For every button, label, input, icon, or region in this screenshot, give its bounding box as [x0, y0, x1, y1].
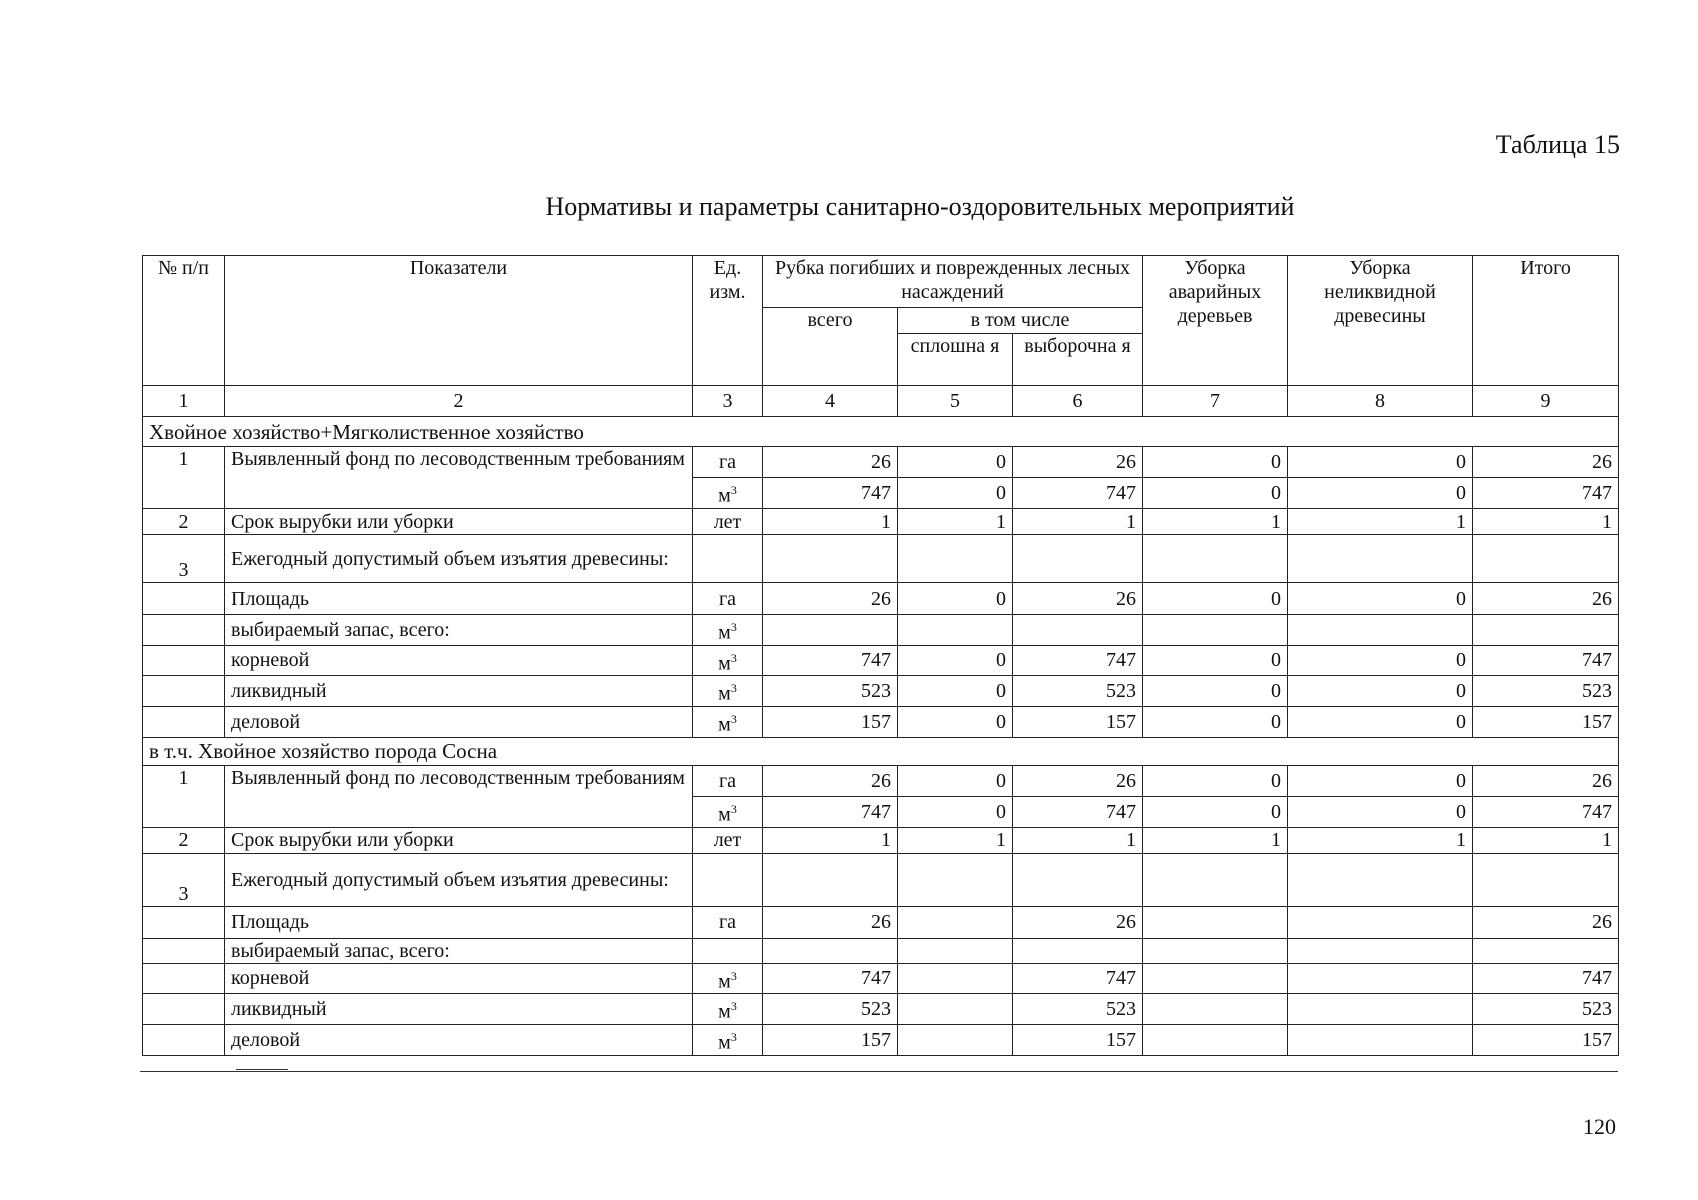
value-cell: 1 — [763, 509, 898, 535]
row-number: 2 — [143, 509, 225, 535]
unit-superscript: 3 — [730, 999, 737, 1014]
table-row — [143, 963, 1619, 994]
indicator-cell: Выявленный фонд по лесоводственным требованиям — [225, 447, 693, 509]
row-number — [143, 645, 225, 676]
section-title: Хвойное хозяйство+Мягколиственное хозяйство — [143, 417, 1619, 447]
value-cell — [1288, 615, 1473, 646]
unit-cell — [693, 447, 763, 478]
value-cell: 1 — [1143, 827, 1288, 853]
value-cell: 26 — [763, 583, 898, 615]
value-cell: 0 — [1288, 765, 1473, 796]
unit-text: га — [718, 587, 737, 610]
value-cell: 1 — [898, 509, 1013, 535]
value-cell — [1143, 615, 1288, 646]
unit-text: м — [718, 621, 731, 644]
bottom-rule — [140, 1071, 1618, 1072]
header-num: № п/п — [143, 256, 225, 386]
table-row — [143, 645, 1619, 676]
value-cell — [1288, 853, 1473, 906]
norms-table — [142, 255, 1619, 1056]
unit-cell — [693, 615, 763, 646]
unit-text: лет — [713, 510, 742, 533]
indicator-cell: Площадь — [225, 906, 693, 938]
unit-text: м — [718, 1031, 731, 1054]
indicator-cell: ликвидный — [225, 994, 693, 1025]
header-including: в том числе — [898, 308, 1143, 334]
value-cell — [1143, 963, 1288, 994]
indicator-cell: корневой — [225, 963, 693, 994]
row-number — [143, 963, 225, 994]
table-row — [143, 535, 1619, 583]
value-cell: 26 — [763, 765, 898, 796]
unit-cell — [693, 535, 763, 583]
value-cell — [763, 535, 898, 583]
value-cell: 0 — [1288, 706, 1473, 737]
value-cell — [1288, 1024, 1473, 1055]
section-title: в т.ч. Хвойное хозяйство порода Сосна — [143, 737, 1619, 765]
value-cell: 0 — [1143, 706, 1288, 737]
unit-cell — [693, 963, 763, 994]
column-number: 9 — [1473, 386, 1619, 417]
value-cell: 157 — [1473, 1024, 1619, 1055]
value-cell — [763, 938, 898, 963]
value-cell: 0 — [1288, 478, 1473, 509]
unit-cell — [693, 478, 763, 509]
column-number: 4 — [763, 386, 898, 417]
row-number — [143, 583, 225, 615]
value-cell: 0 — [898, 765, 1013, 796]
unit-text: м — [718, 484, 731, 507]
value-cell — [1013, 938, 1143, 963]
table-row — [143, 827, 1619, 853]
unit-cell — [693, 509, 763, 535]
value-cell — [898, 615, 1013, 646]
column-number: 8 — [1288, 386, 1473, 417]
value-cell: 26 — [763, 906, 898, 938]
value-cell: 747 — [1473, 645, 1619, 676]
unit-cell — [693, 1024, 763, 1055]
value-cell — [898, 963, 1013, 994]
value-cell: 0 — [1143, 583, 1288, 615]
value-cell: 0 — [898, 796, 1013, 827]
value-cell: 0 — [898, 478, 1013, 509]
value-cell: 747 — [763, 645, 898, 676]
value-cell: 0 — [1288, 645, 1473, 676]
value-cell — [898, 906, 1013, 938]
unit-superscript: 3 — [730, 650, 737, 665]
value-cell — [1143, 938, 1288, 963]
row-number — [143, 906, 225, 938]
row-number — [143, 706, 225, 737]
value-cell: 747 — [763, 796, 898, 827]
column-number: 5 — [898, 386, 1013, 417]
unit-text: га — [718, 451, 737, 473]
value-cell: 26 — [1473, 765, 1619, 796]
value-cell — [1013, 615, 1143, 646]
value-cell: 1 — [1288, 827, 1473, 853]
table-row — [143, 906, 1619, 938]
table-row — [143, 938, 1619, 963]
value-cell — [898, 938, 1013, 963]
indicator-cell: Выявленный фонд по лесоводственным требованиям — [225, 765, 693, 827]
unit-cell — [693, 994, 763, 1025]
value-cell: 26 — [763, 447, 898, 478]
header-selective-cut: выборочна я — [1013, 334, 1143, 386]
value-cell — [1143, 906, 1288, 938]
unit-cell — [693, 853, 763, 906]
column-number: 6 — [1013, 386, 1143, 417]
row-number — [143, 994, 225, 1025]
value-cell — [898, 853, 1013, 906]
indicator-cell: выбираемый запас, всего: — [225, 938, 693, 963]
value-cell — [1288, 906, 1473, 938]
row-number: 1 — [143, 765, 225, 827]
value-cell: 26 — [1013, 583, 1143, 615]
table-row — [143, 1024, 1619, 1055]
value-cell: 0 — [898, 447, 1013, 478]
page-number: 120 — [1583, 1114, 1616, 1139]
value-cell — [1288, 535, 1473, 583]
value-cell: 747 — [1013, 963, 1143, 994]
column-number: 2 — [225, 386, 693, 417]
section-title-row — [143, 417, 1619, 447]
value-cell: 747 — [1473, 963, 1619, 994]
unit-cell — [693, 827, 763, 853]
table-row — [143, 583, 1619, 615]
row-number: 3 — [143, 853, 225, 906]
header-clear-cut: сплошна я — [898, 334, 1013, 386]
document-title: Нормативы и параметры санитарно-оздоровительных мероприятий — [545, 192, 1295, 221]
table-row — [143, 447, 1619, 478]
value-cell — [898, 994, 1013, 1025]
value-cell: 747 — [1473, 796, 1619, 827]
value-cell: 523 — [763, 676, 898, 707]
column-numbers-row — [143, 386, 1619, 417]
unit-cell — [693, 906, 763, 938]
table-label: Таблица 15 — [1495, 130, 1620, 159]
value-cell — [1143, 994, 1288, 1025]
unit-text: га — [718, 769, 737, 792]
row-number — [143, 1024, 225, 1055]
unit-superscript: 3 — [730, 711, 737, 726]
value-cell — [1473, 615, 1619, 646]
unit-superscript: 3 — [730, 681, 737, 696]
value-cell — [1288, 963, 1473, 994]
value-cell: 0 — [1288, 796, 1473, 827]
table-row — [143, 509, 1619, 535]
unit-superscript: 3 — [730, 483, 737, 498]
value-cell: 747 — [1013, 796, 1143, 827]
unit-cell — [693, 765, 763, 796]
value-cell: 157 — [1013, 706, 1143, 737]
row-number — [143, 615, 225, 646]
unit-superscript: 3 — [730, 968, 737, 983]
value-cell: 0 — [1143, 478, 1288, 509]
indicator-cell: Срок вырубки или уборки — [225, 827, 693, 853]
value-cell: 26 — [1473, 906, 1619, 938]
value-cell: 1 — [1143, 509, 1288, 535]
value-cell: 0 — [1143, 765, 1288, 796]
header-indicator: Показатели — [225, 256, 693, 386]
value-cell: 523 — [1473, 676, 1619, 707]
value-cell: 0 — [1143, 796, 1288, 827]
value-cell: 157 — [1013, 1024, 1143, 1055]
table-row — [143, 615, 1619, 646]
row-number: 2 — [143, 827, 225, 853]
row-number — [143, 938, 225, 963]
value-cell: 523 — [1013, 676, 1143, 707]
unit-superscript: 3 — [730, 801, 737, 816]
value-cell: 1 — [1013, 509, 1143, 535]
table-row — [143, 994, 1619, 1025]
value-cell — [1143, 535, 1288, 583]
value-cell: 0 — [1143, 676, 1288, 707]
value-cell — [1143, 1024, 1288, 1055]
value-cell: 0 — [1288, 676, 1473, 707]
value-cell — [1013, 535, 1143, 583]
value-cell: 0 — [1143, 447, 1288, 478]
value-cell — [1473, 853, 1619, 906]
indicator-cell: Срок вырубки или уборки — [225, 509, 693, 535]
table-row — [143, 676, 1619, 707]
unit-cell — [693, 706, 763, 737]
unit-text: га — [718, 911, 737, 934]
header-total: Итого — [1473, 256, 1619, 386]
value-cell: 157 — [1473, 706, 1619, 737]
value-cell: 26 — [1473, 447, 1619, 478]
value-cell — [763, 853, 898, 906]
header-unit: Ед. изм. — [693, 256, 763, 386]
column-number: 3 — [693, 386, 763, 417]
value-cell: 523 — [763, 994, 898, 1025]
value-cell: 0 — [898, 645, 1013, 676]
value-cell: 0 — [1143, 645, 1288, 676]
unit-cell — [693, 796, 763, 827]
unit-text: м — [718, 682, 731, 705]
indicator-cell: выбираемый запас, всего: — [225, 615, 693, 646]
footnote-rule — [236, 1069, 288, 1070]
value-cell: 157 — [763, 1024, 898, 1055]
value-cell: 1 — [1473, 827, 1619, 853]
value-cell: 26 — [1013, 765, 1143, 796]
unit-cell — [693, 676, 763, 707]
unit-superscript: 3 — [730, 1029, 737, 1044]
value-cell: 747 — [1473, 478, 1619, 509]
unit-text: м — [718, 652, 731, 675]
value-cell: 747 — [1013, 478, 1143, 509]
indicator-cell: Ежегодный допустимый объем изъятия древесины: — [225, 853, 693, 906]
value-cell: 0 — [898, 583, 1013, 615]
unit-cell — [693, 938, 763, 963]
value-cell — [1473, 535, 1619, 583]
unit-text: м — [718, 970, 731, 993]
value-cell — [1013, 853, 1143, 906]
value-cell: 0 — [1288, 447, 1473, 478]
indicator-cell: корневой — [225, 645, 693, 676]
header-felling-total: всего — [763, 308, 898, 386]
column-number: 1 — [143, 386, 225, 417]
value-cell: 26 — [1013, 447, 1143, 478]
header-emergency-trees: Уборка аварийных деревьев — [1143, 256, 1288, 386]
header-illiquid-wood: Уборка неликвидной древесины — [1288, 256, 1473, 386]
column-number: 7 — [1143, 386, 1288, 417]
table-row — [143, 706, 1619, 737]
unit-text: м — [718, 713, 731, 736]
value-cell: 0 — [898, 706, 1013, 737]
unit-text: м — [718, 803, 731, 826]
indicator-cell: Ежегодный допустимый объем изъятия древесины: — [225, 535, 693, 583]
indicator-cell: Площадь — [225, 583, 693, 615]
indicator-cell: ликвидный — [225, 676, 693, 707]
value-cell: 1 — [1473, 509, 1619, 535]
value-cell: 157 — [763, 706, 898, 737]
value-cell — [1473, 938, 1619, 963]
value-cell: 523 — [1013, 994, 1143, 1025]
value-cell: 747 — [763, 963, 898, 994]
section-title-row — [143, 737, 1619, 765]
value-cell — [898, 535, 1013, 583]
table-row — [143, 853, 1619, 906]
table-row — [143, 765, 1619, 796]
value-cell: 1 — [1288, 509, 1473, 535]
indicator-cell: деловой — [225, 706, 693, 737]
value-cell — [1288, 938, 1473, 963]
value-cell: 1 — [763, 827, 898, 853]
value-cell: 523 — [1473, 994, 1619, 1025]
value-cell: 1 — [898, 827, 1013, 853]
value-cell: 747 — [763, 478, 898, 509]
unit-superscript: 3 — [730, 620, 737, 634]
unit-cell — [693, 583, 763, 615]
unit-text: лет — [713, 829, 742, 852]
indicator-cell: деловой — [225, 1024, 693, 1055]
value-cell: 747 — [1013, 645, 1143, 676]
value-cell — [898, 1024, 1013, 1055]
value-cell — [763, 615, 898, 646]
value-cell: 26 — [1473, 583, 1619, 615]
value-cell: 26 — [1013, 906, 1143, 938]
value-cell: 0 — [1288, 583, 1473, 615]
row-number: 1 — [143, 447, 225, 509]
value-cell — [1288, 994, 1473, 1025]
row-number — [143, 676, 225, 707]
value-cell: 1 — [1013, 827, 1143, 853]
value-cell — [1143, 853, 1288, 906]
unit-text: м — [718, 1000, 731, 1023]
header-felling-group: Рубка погибших и поврежденных лесных насаждений — [763, 256, 1143, 308]
value-cell: 0 — [898, 676, 1013, 707]
unit-cell — [693, 645, 763, 676]
row-number: 3 — [143, 535, 225, 583]
